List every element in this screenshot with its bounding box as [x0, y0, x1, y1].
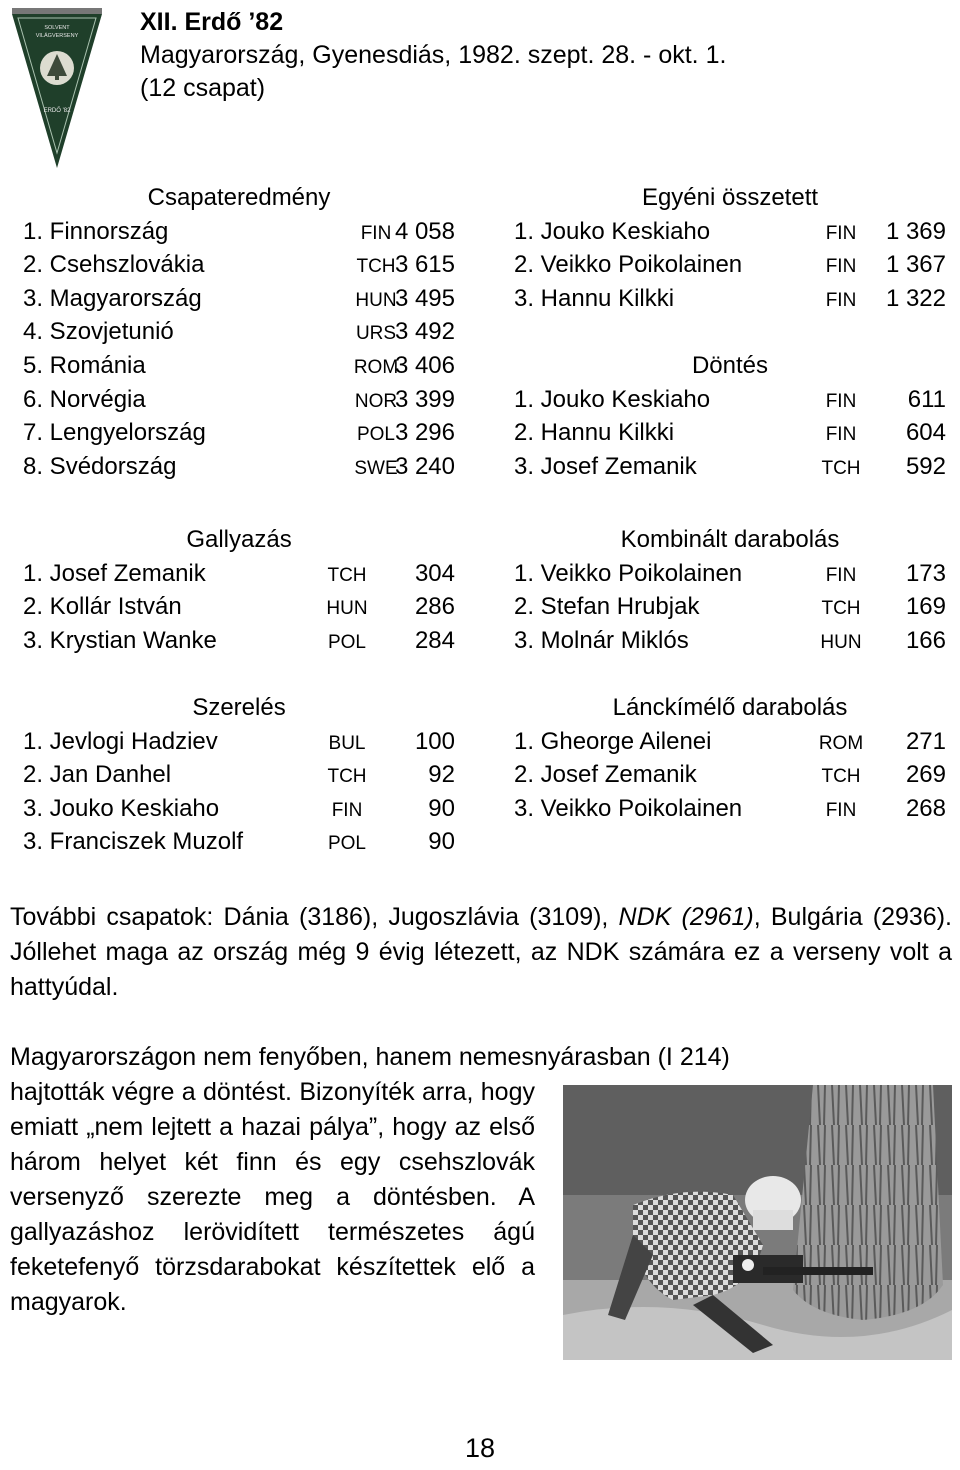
country-code: ROM	[353, 356, 399, 378]
event-team-count: (12 csapat)	[140, 74, 266, 102]
score-value: 604	[905, 419, 946, 447]
para2-rest: hajtották végre a döntést. Bizonyíték arra, hogy emiatt „nem lejtett a hazai pálya”, hogy az első három helyet két finn és egy csehszlovák versenyző szerezte meg a döntésben. A gallyazáshoz lerövidített természetes ágú feketefenyő törzsdarabokat készítettek elő a magyarok.	[10, 1078, 535, 1316]
event-header	[140, 6, 726, 105]
competitor-name: 1. Gheorge Ailenei	[514, 727, 712, 755]
para1-part-c: , Bulgária (2936). Jóllehet maga az ország még 9 évig létezett, az NDK számára ez a verseny volt a hattyúdal.	[10, 903, 952, 1001]
country-code: FIN	[825, 289, 857, 311]
competitor-name: 3. Franciszek Muzolf	[23, 828, 244, 856]
pennant-line3: ERDŐ '82	[43, 108, 71, 114]
country-code: URS	[355, 323, 397, 345]
competitor-name: 3. Veikko Poikolainen	[514, 794, 743, 822]
country-code: FIN	[825, 222, 857, 244]
para2-first-line: Magyarországon nem fenyőben, hanem nemesnyárasban (I 214)	[10, 1043, 730, 1071]
competitor-name: 2. Josef Zemanik	[514, 761, 697, 789]
score-value: 269	[905, 761, 946, 789]
section-title: Lánckímélő darabolás	[612, 694, 848, 721]
competitor-name: 1. Jouko Keskiaho	[514, 217, 711, 245]
country-code: HUN	[355, 289, 397, 311]
result-row	[514, 624, 946, 658]
section-title: Egyéni összetett	[641, 184, 819, 211]
chainsaw-felling-photo	[563, 1085, 952, 1360]
country-code: FIN	[825, 390, 857, 412]
score-value: 3 492	[394, 318, 455, 346]
paragraph-felling-line1	[10, 1040, 952, 1075]
result-row	[23, 758, 455, 792]
paragraph-other-teams	[10, 900, 952, 1005]
result-row	[514, 557, 946, 591]
page-number: 18	[464, 1433, 496, 1463]
section-title: Csapateredmény	[147, 184, 331, 211]
country-code: TCH	[821, 457, 861, 479]
section-title: Gallyazás	[186, 526, 292, 553]
country-code: TCH	[821, 766, 861, 788]
section-title: Szerelés	[192, 694, 286, 721]
result-row	[23, 282, 455, 316]
competitor-name: 1. Veikko Poikolainen	[514, 559, 743, 587]
score-value: 268	[905, 794, 946, 822]
score-value: 286	[414, 593, 455, 621]
result-row	[23, 624, 455, 658]
score-value: 1 367	[885, 251, 946, 279]
score-value: 100	[414, 727, 455, 755]
para1-italic-ndk: NDK (2961)	[618, 903, 754, 931]
country-code: FIN	[360, 222, 392, 244]
country-code: NOR	[354, 390, 398, 412]
competitor-name: 3. Krystian Wanke	[23, 626, 217, 654]
competitor-name: 2. Hannu Kilkki	[514, 419, 675, 447]
competitor-name: 3. Josef Zemanik	[514, 452, 697, 480]
score-value: 592	[905, 452, 946, 480]
competitor-name: 2. Csehszlovákia	[23, 251, 205, 279]
competitor-name: 3. Magyarország	[23, 284, 202, 312]
event-location-date: Magyarország, Gyenesdiás, 1982. szept. 28. - okt. 1.	[140, 41, 727, 69]
result-row	[23, 248, 455, 282]
country-code: POL	[327, 631, 367, 653]
competitor-name: 1. Josef Zemanik	[23, 559, 206, 587]
country-code: FIN	[825, 256, 857, 278]
result-row	[23, 792, 455, 826]
score-value: 90	[428, 794, 455, 822]
competitor-name: 5. Románia	[23, 351, 146, 379]
country-code: ROM	[818, 732, 864, 754]
score-value: 3 296	[394, 419, 455, 447]
country-code: BUL	[328, 732, 366, 754]
country-code: POL	[356, 424, 396, 446]
para1-part-a: További csapatok: Dánia (3186), Jugoszlávia (3109),	[10, 903, 619, 931]
precision-bucking-results	[514, 691, 946, 825]
result-row	[514, 758, 946, 792]
result-row	[514, 248, 946, 282]
country-code: HUN	[326, 598, 368, 620]
result-row	[23, 825, 455, 859]
score-value: 90	[428, 828, 455, 856]
score-value: 304	[414, 559, 455, 587]
result-row	[23, 215, 455, 249]
score-value: 271	[905, 727, 946, 755]
competitor-name: 1. Jevlogi Hadziev	[23, 727, 218, 755]
competitor-name: 4. Szovjetunió	[23, 318, 174, 346]
country-code: TCH	[327, 766, 367, 788]
country-code: POL	[327, 833, 367, 855]
result-row	[514, 383, 946, 417]
result-row	[23, 416, 455, 450]
result-row	[23, 557, 455, 591]
score-value: 3 240	[394, 452, 455, 480]
paragraph-felling-rest	[10, 1075, 535, 1320]
score-value: 3 399	[394, 385, 455, 413]
country-code: FIN	[825, 564, 857, 586]
result-row	[514, 725, 946, 759]
competitor-name: 3. Jouko Keskiaho	[23, 794, 220, 822]
result-row	[23, 349, 455, 383]
competitor-name: 7. Lengyelország	[23, 419, 206, 447]
score-value: 1 322	[885, 284, 946, 312]
score-value: 284	[414, 626, 455, 654]
result-row	[514, 792, 946, 826]
competitor-name: 6. Norvégia	[23, 385, 146, 413]
team-results	[23, 181, 455, 483]
result-row	[23, 725, 455, 759]
score-value: 166	[905, 626, 946, 654]
country-code: HUN	[820, 631, 862, 653]
competitor-name: 2. Veikko Poikolainen	[514, 251, 743, 279]
country-code: FIN	[825, 799, 857, 821]
section-title: Kombinált darabolás	[620, 526, 840, 553]
result-row	[514, 215, 946, 249]
score-value: 169	[905, 593, 946, 621]
score-value: 3 615	[394, 251, 455, 279]
competitor-name: 2. Stefan Hrubjak	[514, 593, 700, 621]
score-value: 4 058	[394, 217, 455, 245]
result-row	[23, 383, 455, 417]
score-value: 173	[905, 559, 946, 587]
competitor-name: 3. Molnár Miklós	[514, 626, 689, 654]
result-row	[23, 450, 455, 484]
country-code: TCH	[327, 564, 367, 586]
combined-bucking-results	[514, 523, 946, 657]
pennant-line2: VILÁGVERSENY	[35, 33, 79, 39]
country-code: FIN	[825, 424, 857, 446]
score-value: 3 406	[394, 351, 455, 379]
competitor-name: 8. Svédország	[23, 452, 177, 480]
result-row	[23, 315, 455, 349]
competitor-name: 1. Finnország	[23, 217, 169, 245]
country-code: TCH	[356, 256, 396, 278]
result-row	[514, 282, 946, 316]
country-code: FIN	[331, 799, 363, 821]
limbing-results	[23, 523, 455, 657]
score-value: 3 495	[394, 284, 455, 312]
felling-results	[514, 349, 946, 483]
country-code: SWE	[354, 457, 398, 479]
section-title: Döntés	[691, 352, 769, 379]
result-row	[514, 450, 946, 484]
erdo-82-pennant-logo	[10, 8, 106, 170]
chain-change-results	[23, 691, 455, 859]
result-row	[514, 590, 946, 624]
score-value: 1 369	[885, 217, 946, 245]
score-value: 92	[428, 761, 455, 789]
competitor-name: 3. Hannu Kilkki	[514, 284, 675, 312]
competitor-name: 2. Jan Danhel	[23, 761, 172, 789]
individual-overall-results	[514, 181, 946, 315]
pennant-line1: SOLVENT	[44, 25, 70, 31]
competitor-name: 2. Kollár István	[23, 593, 182, 621]
score-value: 611	[907, 385, 946, 413]
result-row	[514, 416, 946, 450]
event-title: XII. Erdő ’82	[140, 8, 284, 36]
competitor-name: 1. Jouko Keskiaho	[514, 385, 711, 413]
result-row	[23, 590, 455, 624]
country-code: TCH	[821, 598, 861, 620]
